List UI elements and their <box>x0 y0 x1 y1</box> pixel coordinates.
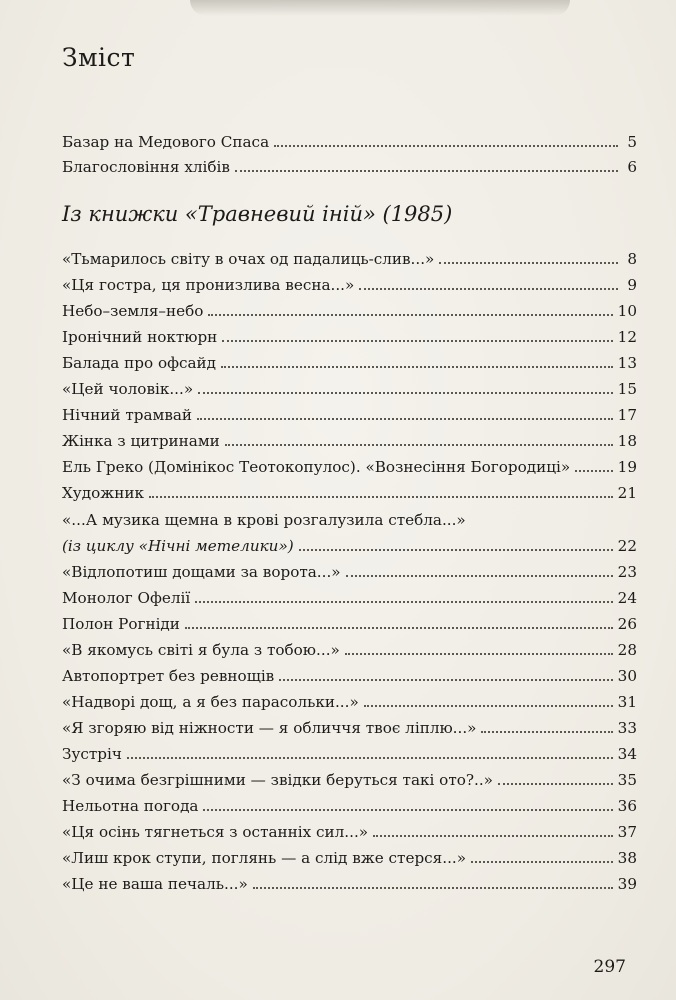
dot-leader <box>373 834 613 837</box>
toc-entry <box>62 742 637 766</box>
toc-entry <box>62 351 637 375</box>
toc-entry <box>62 768 637 792</box>
toc-entry-title: «В якомусь світі я була з тобою...» <box>62 640 340 659</box>
toc-entry-title: «Цей чоловік...» <box>62 380 194 399</box>
toc-entry <box>62 247 637 271</box>
dot-leader <box>345 652 613 655</box>
dot-leader <box>195 600 612 603</box>
toc-entry-title: «Ця гостра, ця пронизлива весна...» <box>62 276 355 295</box>
toc-entry-title: «Ця осінь тягнеться з останніх сил...» <box>62 823 369 842</box>
toc-entry-title: Нельотна погода <box>62 797 199 816</box>
toc-entry <box>62 403 637 427</box>
dot-leader <box>127 756 613 759</box>
toc-entry-title: Нічний трамвай <box>62 406 193 425</box>
toc-entry <box>62 429 637 453</box>
toc-entry-title: Жінка з цитринами <box>62 432 220 451</box>
dot-leader <box>346 574 613 577</box>
toc-entry-page: 30 <box>617 666 637 685</box>
toc-entry <box>62 664 637 688</box>
toc-entry-page: 36 <box>617 797 637 816</box>
page-number: 297 <box>593 957 626 977</box>
dot-leader <box>299 548 613 551</box>
page-title: Зміст <box>62 43 136 72</box>
toc-entry-page: 34 <box>617 744 637 763</box>
toc-entry-title: «Це не ваша печаль...» <box>62 875 248 894</box>
toc-entry-page: 37 <box>617 823 637 842</box>
dot-leader <box>279 678 612 681</box>
toc-entry-title: «Тьмарилось світу в очах од падалиць-слив...» <box>62 250 435 268</box>
toc-entry <box>62 273 637 297</box>
dot-leader <box>197 417 613 420</box>
toc-entry <box>62 690 637 714</box>
dot-leader <box>471 860 613 863</box>
toc-entry <box>62 534 637 558</box>
toc-entry-page: 26 <box>617 614 637 633</box>
toc-entry-title: «...А музика щемна в крові розгалузила стебла...» <box>62 510 466 529</box>
toc-entry-page: 12 <box>617 328 637 347</box>
dot-leader <box>274 144 618 147</box>
toc-entry-title: Іронічний ноктюрн <box>62 328 218 347</box>
toc-entry-title: Художник <box>62 484 144 503</box>
toc-entry-title: «Відлопотиш дощами за ворота...» <box>62 562 341 581</box>
toc-entry-title: «Лиш крок ступи, поглянь — а слід вже стерся...» <box>62 849 467 868</box>
toc-entry <box>62 508 637 532</box>
dot-leader <box>253 886 613 889</box>
toc-entry-page: 17 <box>617 406 637 425</box>
toc-entry-page: 15 <box>617 380 637 399</box>
toc-entry-title: Зустріч <box>62 744 122 763</box>
toc-entry-page: 13 <box>617 354 637 373</box>
toc-entry-title: Автопортрет без ревнощів <box>62 666 275 685</box>
toc-entry-title: Небо–земля–небо <box>62 302 204 321</box>
dot-leader <box>222 339 612 342</box>
dot-leader <box>208 313 612 316</box>
dot-leader <box>481 730 612 733</box>
toc-entry-title: Балада про офсайд <box>62 354 217 373</box>
toc-entry-page: 31 <box>617 692 637 711</box>
toc-entry-title: «З очима безгрішними — звідки беруться такі ото?..» <box>62 771 493 789</box>
toc-entry-title: (із циклу «Нічні метелики») <box>62 536 294 555</box>
toc-entry-page: 38 <box>617 849 637 868</box>
dot-leader <box>364 704 613 707</box>
toc-entry-title: «Я згоряю від ніжности — я обличчя твоє ліплю...» <box>62 718 477 737</box>
toc-entry <box>62 325 637 349</box>
toc-entry <box>62 846 637 870</box>
toc-entry-title: Полон Рогніди <box>62 614 180 633</box>
toc-entry-page: 24 <box>617 588 637 607</box>
dot-leader <box>359 287 618 290</box>
toc-entry <box>62 612 637 636</box>
toc-entry <box>62 794 637 818</box>
dot-leader <box>221 365 613 368</box>
toc-entry-page: 28 <box>617 640 637 659</box>
toc-entry <box>62 716 637 740</box>
dot-leader <box>498 782 613 785</box>
toc-entry-title: Ель Греко (Домінікос Теотокопулос). «Вознесіння Богородиці» <box>62 458 571 477</box>
dot-leader <box>203 808 612 811</box>
toc-entry-page: 5 <box>627 133 637 151</box>
toc-entry-title: Монолог Офелії <box>62 588 191 607</box>
toc-entry-page: 6 <box>627 157 637 176</box>
toc-entry <box>62 586 637 610</box>
toc-entry-title: «Надворі дощ, а я без парасольки...» <box>62 692 359 711</box>
toc-entry-page: 8 <box>627 250 637 268</box>
toc-entry-page: 18 <box>617 432 637 451</box>
dot-leader <box>185 626 613 629</box>
toc-entry-page: 19 <box>617 458 637 477</box>
section-heading: Із книжки «Травневий іній» (1985) <box>62 202 453 226</box>
toc-entry <box>62 872 637 896</box>
toc-entry-page: 35 <box>617 771 637 789</box>
toc-entry-page: 23 <box>617 562 637 581</box>
toc-entry <box>62 481 637 505</box>
toc-entry <box>62 455 637 479</box>
dot-leader <box>149 495 613 498</box>
toc-entry <box>62 299 637 323</box>
toc-entry-title: Благословіння хлібів <box>62 157 230 176</box>
toc-entry-page: 10 <box>617 302 637 321</box>
toc-entry-page: 9 <box>627 276 637 295</box>
dot-leader <box>439 261 618 264</box>
toc-entry-page: 33 <box>617 718 637 737</box>
dot-leader <box>235 169 618 172</box>
toc-entry <box>62 155 637 179</box>
toc-entry <box>62 638 637 662</box>
toc-entry-page: 22 <box>617 536 637 555</box>
dot-leader <box>198 391 613 394</box>
toc-entry <box>62 377 637 401</box>
page-shadow <box>190 0 570 16</box>
toc-entry-page: 39 <box>617 875 637 894</box>
toc-entry <box>62 130 637 154</box>
toc-entry <box>62 820 637 844</box>
dot-leader <box>575 469 613 472</box>
toc-entry <box>62 560 637 584</box>
toc-entry-title: Базар на Медового Спаса <box>62 133 270 151</box>
toc-entry-page: 21 <box>617 484 637 503</box>
dot-leader <box>225 443 613 446</box>
